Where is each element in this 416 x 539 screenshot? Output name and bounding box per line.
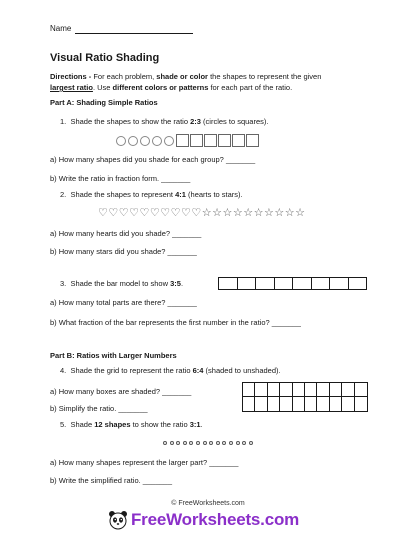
bar-segment[interactable] xyxy=(349,278,367,289)
bar-segment[interactable] xyxy=(238,278,257,289)
grid-cell[interactable] xyxy=(243,383,255,397)
grid-cell[interactable] xyxy=(305,397,317,411)
bar-segment[interactable] xyxy=(293,278,312,289)
star-icon[interactable]: ☆ xyxy=(243,206,254,219)
heart-icon[interactable]: ♡ xyxy=(98,206,108,219)
grid-cell[interactable] xyxy=(317,383,329,397)
grid-cell[interactable] xyxy=(255,397,267,411)
star-icon[interactable]: ☆ xyxy=(201,206,212,219)
grid-cell[interactable] xyxy=(255,383,267,397)
grid-cell[interactable] xyxy=(305,383,317,397)
small-circle-shape[interactable] xyxy=(229,441,233,445)
grid-cell[interactable] xyxy=(355,383,367,397)
square-shape[interactable] xyxy=(176,134,189,147)
heart-icon[interactable]: ♡ xyxy=(191,206,202,219)
heart-icon[interactable]: ♡ xyxy=(139,206,150,219)
bar-segment[interactable] xyxy=(330,278,349,289)
grid-cell[interactable] xyxy=(317,397,329,411)
q1-part-a: a) How many shapes did you shade for each group? _______ xyxy=(50,155,256,164)
footer-logo-text: FreeWorksheets.com xyxy=(131,510,300,529)
heart-icon[interactable]: ♡ xyxy=(170,206,181,219)
grid-cell[interactable] xyxy=(280,397,292,411)
small-circle-shape[interactable] xyxy=(196,441,200,445)
heart-icon[interactable]: ♡ xyxy=(108,206,119,219)
bar-segment[interactable] xyxy=(256,278,275,289)
circle-shape[interactable] xyxy=(116,136,126,146)
q2-part-b: b) How many stars did you shade? _______ xyxy=(50,247,197,256)
square-shape[interactable] xyxy=(204,134,217,147)
bar-model[interactable] xyxy=(218,277,367,290)
small-circle-shape[interactable] xyxy=(249,441,253,445)
circle-shape[interactable] xyxy=(152,136,162,146)
grid-cell[interactable] xyxy=(293,383,305,397)
small-circle-shape[interactable] xyxy=(216,441,220,445)
heart-icon[interactable]: ♡ xyxy=(118,206,129,219)
bar-segment[interactable] xyxy=(275,278,294,289)
star-icon[interactable]: ☆ xyxy=(253,206,264,219)
small-circle-shape[interactable] xyxy=(170,441,174,445)
q4-part-a: a) How many boxes are shaded? _______ xyxy=(50,387,192,396)
shading-grid[interactable] xyxy=(242,382,368,412)
q4-part-b: b) Simplify the ratio. _______ xyxy=(50,404,148,413)
grid-cell[interactable] xyxy=(268,397,280,411)
grid-cell[interactable] xyxy=(342,397,354,411)
bar-segment[interactable] xyxy=(219,278,238,289)
q1-part-b: b) Write the ratio in fraction form. _______ xyxy=(50,174,191,183)
heart-icon[interactable]: ♡ xyxy=(149,206,160,219)
q1-shape-row xyxy=(116,134,260,147)
grid-cell[interactable] xyxy=(243,397,255,411)
grid-cell[interactable] xyxy=(355,397,367,411)
q3-part-a: a) How many total parts are there? _______ xyxy=(50,298,197,307)
square-shape[interactable] xyxy=(218,134,231,147)
question-5: 5. Shade 12 shapes to show the ratio 3:1. xyxy=(60,420,203,429)
small-circle-shape[interactable] xyxy=(163,441,167,445)
square-shape[interactable] xyxy=(232,134,245,147)
q2-part-a: a) How many hearts did you shade? _______ xyxy=(50,229,202,238)
directions: Directions - For each problem, shade or color the shapes to represent the given largest ratio. Use different colors or patterns for each part of the ratio. xyxy=(50,72,322,92)
grid-cell[interactable] xyxy=(330,383,342,397)
star-icon[interactable]: ☆ xyxy=(232,206,243,219)
name-field[interactable] xyxy=(75,33,193,34)
question-1: 1. Shade the shapes to show the ratio 2:3 (circles to squares). xyxy=(60,117,269,126)
heart-icon[interactable]: ♡ xyxy=(129,206,139,219)
small-circle-shape[interactable] xyxy=(209,441,213,445)
panda-logo-icon xyxy=(108,510,128,530)
star-icon[interactable]: ☆ xyxy=(274,206,285,219)
small-circle-shape[interactable] xyxy=(203,441,207,445)
q2-shape-row xyxy=(98,207,306,219)
small-circle-shape[interactable] xyxy=(242,441,246,445)
grid-cell[interactable] xyxy=(342,383,354,397)
question-4: 4. Shade the grid to represent the ratio 6:4 (shaded to unshaded). xyxy=(60,366,281,375)
grid-cell[interactable] xyxy=(268,383,280,397)
q5-dot-row xyxy=(163,441,255,445)
question-3: 3. Shade the bar model to show 3:5. xyxy=(60,279,184,288)
heart-icon[interactable]: ♡ xyxy=(160,206,171,219)
directions-lead: Directions - xyxy=(50,72,92,81)
circle-shape[interactable] xyxy=(140,136,150,146)
square-shape[interactable] xyxy=(190,134,203,147)
star-icon[interactable]: ☆ xyxy=(284,206,295,219)
q5-part-b: b) Write the simplified ratio. _______ xyxy=(50,476,173,485)
grid-cell[interactable] xyxy=(330,397,342,411)
name-label: Name xyxy=(50,24,72,33)
small-circle-shape[interactable] xyxy=(176,441,180,445)
grid-cell[interactable] xyxy=(293,397,305,411)
q5-part-a: a) How many shapes represent the larger part? _______ xyxy=(50,458,239,467)
q3-part-b: b) What fraction of the bar represents the first number in the ratio? _______ xyxy=(50,318,301,327)
star-icon[interactable]: ☆ xyxy=(264,206,274,219)
part-b-heading: Part B: Ratios with Larger Numbers xyxy=(50,351,177,360)
small-circle-shape[interactable] xyxy=(189,441,193,445)
small-circle-shape[interactable] xyxy=(236,441,240,445)
page-title: Visual Ratio Shading xyxy=(50,52,160,64)
footer-copyright: © FreeWorksheets.com xyxy=(171,500,245,507)
small-circle-shape[interactable] xyxy=(183,441,187,445)
circle-shape[interactable] xyxy=(164,136,174,146)
heart-icon[interactable]: ♡ xyxy=(181,206,191,219)
square-shape[interactable] xyxy=(246,134,259,147)
star-icon[interactable]: ☆ xyxy=(222,206,233,219)
small-circle-shape[interactable] xyxy=(222,441,226,445)
question-2: 2. Shade the shapes to represent 4:1 (hearts to stars). xyxy=(60,190,243,199)
grid-cell[interactable] xyxy=(280,383,292,397)
star-icon[interactable]: ☆ xyxy=(295,206,305,219)
bar-segment[interactable] xyxy=(312,278,331,289)
part-a-heading: Part A: Shading Simple Ratios xyxy=(50,98,158,107)
star-icon[interactable]: ☆ xyxy=(212,206,222,219)
circle-shape[interactable] xyxy=(128,136,138,146)
